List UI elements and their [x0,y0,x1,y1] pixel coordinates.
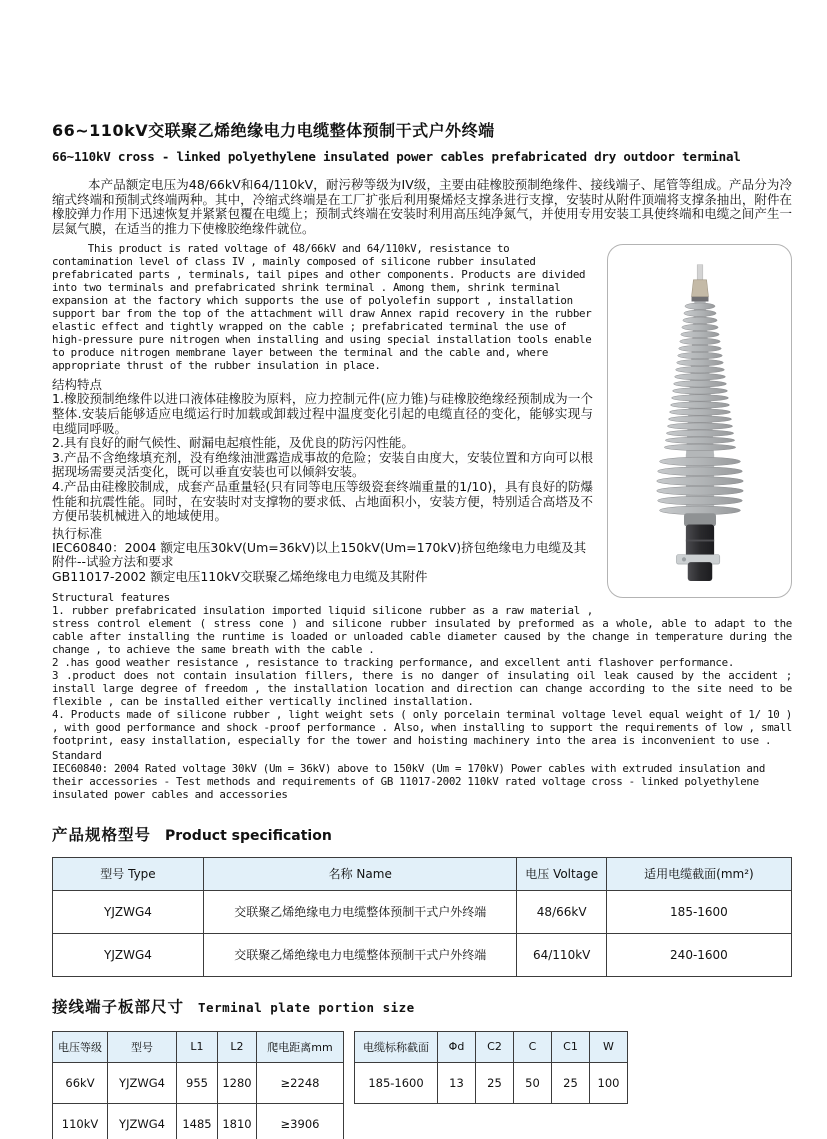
spec-heading-zh: 产品规格型号 [52,825,152,844]
column-header: L1 [177,1031,218,1062]
list-item: 1. rubber prefabricated insulation imported liquid silicone rubber as a raw material , stress control element ( stress cone ) and silicone rubber insulated by preformed as a whole, able to adapt to the cable after installing the runtime is loaded or unloaded cable diameter caused by the change in temperature during the change , to achieve the same breath with the cable . [52,603,792,656]
terminal-top-stem [697,265,703,280]
table-cell: YJZWG4 [53,933,204,976]
list-item: 4. Products made of silicone rubber , light weight sets ( only porcelain terminal voltage level equal weight of 1/ 10 ) , with good performance and shock -proof performance . Also, when installing to support the requirements of low , small footprint, easy installation, especially for the tower and hoisting machinery into the area is inconvenient to use . [52,707,792,747]
list-item: 3.产品不含绝缘填充剂，没有绝缘油泄露造成事故的危险；安装自由度大，安装位置和方向可以根据现场需要灵活变化，既可以垂直安装也可以倾斜安装。 [52,449,593,480]
table-cell: 64/110kV [517,933,606,976]
standard-zh-heading: 执行标准 [52,525,103,541]
table-cell: 交联聚乙烯绝缘电力电缆整体预制干式户外终端 [203,890,516,933]
standard-en-heading: Standard [52,748,102,762]
table-cell: ≥3906 [257,1103,344,1139]
page-title-en: 66~110kV cross - linked polyethylene insulated power cables prefabricated dry outdoor terminal [52,149,741,164]
standard-en-text: IEC60840: 2004 Rated voltage 30kV (Um = 36kV) above to 150kV (Um = 170kV) Power cables with extruded insulation and their accessories - Test methods and requirements of GB 11017-2002 110kV rated voltage cross - linked polyethylene insulated power cables and accessories [52,761,766,801]
table-cell: YJZWG4 [108,1103,177,1139]
silicone-sheds-upper [664,303,736,451]
list-item: 4.产品由硅橡胶制成，成套产品重量轻(只有同等电压等级瓷套终端重量的1/10)，具有良好的防爆性能和抗震性能。同时，在安装时对支撑物的要求低、占地面积小，安装方便，特别适合高塔及不方便吊装机械进入的地域使用。 [52,478,593,524]
table-row [53,890,792,933]
column-header: 名称 Name [203,857,516,890]
list-item: 1.橡胶预制绝缘件以进口液体硅橡胶为原料，应力控制元件(应力锥)与硅橡胶绝缘经预制成为一个整体.安装后能够适应电缆运行时加载或卸载过程中温度变化引起的电缆直径的变化，能够实现与电缆同呼吸。 [52,391,593,436]
list-item: 2.具有良好的耐气候性、耐漏电起痕性能，及优良的防污闪性能。 [52,435,414,451]
cable-terminal-illustration [620,253,780,589]
spec-heading-en: Product specification [165,827,332,844]
table-cell: 13 [438,1062,476,1103]
spec-section-heading [52,823,792,845]
column-header: C2 [476,1031,514,1062]
column-header: Φd [438,1031,476,1062]
terminal-size-heading [52,995,792,1017]
header-row [53,857,792,890]
column-header: C1 [552,1031,590,1062]
table-cell: 185-1600 [355,1062,438,1103]
clamp-bolt [681,558,685,562]
terminal-collar [691,297,708,302]
terminal-connector [691,280,708,297]
table-row [53,933,792,976]
features-en-section [52,591,792,747]
terminal-size-tables [52,1031,792,1139]
page-title-zh: 66~110kV交联聚乙烯绝缘电力电缆整体预制干式户外终端 [52,121,495,140]
table-cell: 100 [590,1062,628,1103]
standard-en-section [52,749,792,801]
list-item: IEC60840：2004 额定电压30kV(Um=36kV)以上150kV(Um=170kV)挤包绝缘电力电缆及其附件--试验方法和要求 [52,539,587,570]
terminal-heading-en: Terminal plate portion size [198,999,415,1015]
column-header: 型号 Type [53,857,204,890]
table-row [355,1062,628,1103]
table-row [53,1103,344,1139]
table-cell: 110kV [53,1103,108,1139]
intro-paragraph-en: This product is rated voltage of 48/66kV and 64/110kV, resistance to contamination level of class IV , mainly composed of silicone rubber insulated prefabricated parts , terminals, tail pipes and other components. Products are divided into two terminals and prefabricated shrink terminal . Among them, shrink terminal expansion at the factory which supports the use of polyolefin support , installation support bar from the top of the attachment will draw Annex rapid recovery in the rubber elastic effect and tightly wrapped on the cable ; prefabricated terminal the use of high-pressure pure nitrogen when installing and using special installation tools enable to produce nitrogen membrane layer between the terminal and the cable and, where appropriate thrust of the rubber insulation in place. [52,242,592,373]
table-cell: 48/66kV [517,890,606,933]
terminal-base [684,514,716,527]
product-photo-box [607,244,792,598]
header-row [53,1031,344,1062]
table-cell: 185-1600 [606,890,791,933]
table-cell: 1810 [218,1103,257,1139]
table-cell: 955 [177,1062,218,1103]
features-en-list [52,604,792,747]
intro-paragraph-zh: 本产品额定电压为48/66kV和64/110kV，耐污秽等级为IV级，主要由硅橡胶预制绝缘件、接线端子、尾管等组成。产品分为冷缩式终端和预制式终端两种。其中，冷缩式终端是在工厂扩张后利用聚烯烃支撑条进行支撑，安装时从附件顶端将支撑条抽出，附件在橡胶弹力作用下迅速恢复并紧紧包覆在电缆上；预制式终端在安装时利用高压纯净氮气，并使用专用安装工具使终端和电缆之间产生一层氮气膜，在适当的推力下使橡胶绝缘件就位。 [52,177,792,236]
column-header: W [590,1031,628,1062]
column-header: 型号 [108,1031,177,1062]
tail-pipe-seam [685,540,713,542]
table-cell: 25 [552,1062,590,1103]
list-item: 3 .product does not contain insulation fillers, there is no danger of insulating oil leak caused by the accident ; install large degree of freedom , the installation location and direction can change according to the site need to be flexible , can be installed either vertically inclined installation. [52,668,792,708]
header-row [355,1031,628,1062]
table-cell: 25 [476,1062,514,1103]
table-cell: 66kV [53,1062,108,1103]
features-zh-heading: 结构特点 [52,377,103,393]
table-cell: 1485 [177,1103,218,1139]
column-header: C [514,1031,552,1062]
terminal-heading-zh: 接线端子板部尺寸 [52,997,185,1016]
column-header: 爬电距离mm [257,1031,344,1062]
table-cell: YJZWG4 [108,1062,177,1103]
column-header: 电压等级 [53,1031,108,1062]
table-cell: 交联聚乙烯绝缘电力电缆整体预制干式户外终端 [203,933,516,976]
column-header: 电压 Voltage [517,857,606,890]
list-item: GB11017-2002 额定电压110kV交联聚乙烯绝缘电力电缆及其附件 [52,568,428,584]
table-cell: 50 [514,1062,552,1103]
table-row [53,1062,344,1103]
list-item: 2 .has good weather resistance , resistance to tracking performance, and excellent anti flashover performance. [52,655,735,669]
terminal-left-table [52,1031,344,1139]
column-header: 电缆标称截面 [355,1031,438,1062]
table-cell: 240-1600 [606,933,791,976]
features-en-heading: Structural features [52,590,170,604]
table-cell: ≥2248 [257,1062,344,1103]
cable-end [687,563,711,582]
table-cell: YJZWG4 [53,890,204,933]
table-cell: 1280 [218,1062,257,1103]
product-spec-table [52,857,792,977]
terminal-right-table [354,1031,628,1104]
column-header: L2 [218,1031,257,1062]
column-header: 适用电缆截面(mm²) [606,857,791,890]
